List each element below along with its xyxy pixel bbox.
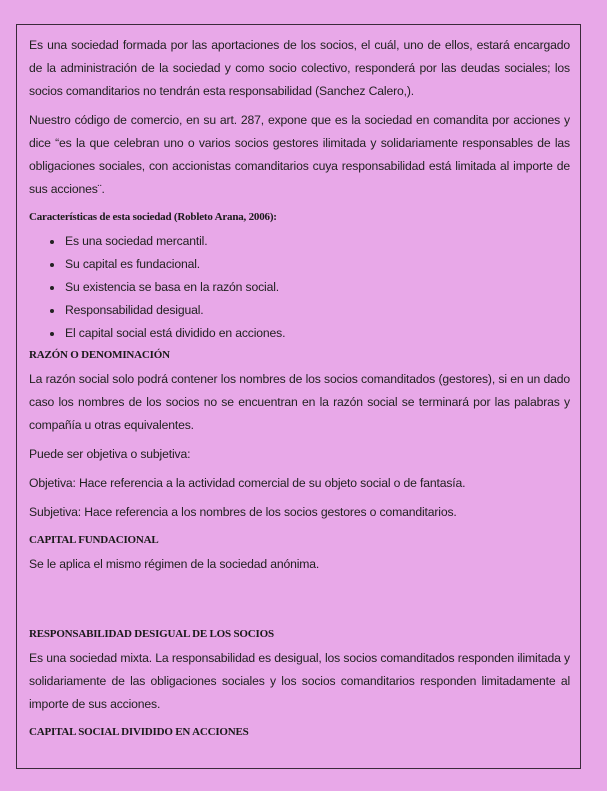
intro-paragraph-2: Nuestro código de comercio, en su art. 287, expone que es la sociedad en comandita por acciones y dice “es la que celebran uno o varios socios gestores ilimitada y solidariamente responsables de las obligaciones sociales, con accionistas comanditarios cuya responsabilidad está limitada al importe de sus acciones¨. xyxy=(29,113,570,196)
list-item-text: El capital social está dividido en acciones. xyxy=(65,326,286,340)
blank-space xyxy=(29,582,570,624)
capital-fundacional-paragraph: Se le aplica el mismo régimen de la sociedad anónima. xyxy=(29,557,320,571)
list-item-text: Responsabilidad desigual. xyxy=(65,303,204,317)
bullet-icon xyxy=(50,332,54,336)
bullet-icon xyxy=(50,263,54,267)
razon-paragraph: La razón social solo podrá contener los nombres de los socios comanditados (gestores), si en un dado caso los nombres de los socios no se encuentran en la razón social se terminará por las palabras y compañía u otras equivalentes. xyxy=(29,372,570,432)
bullet-icon xyxy=(50,309,54,313)
capital-social-heading: CAPITAL SOCIAL DIVIDIDO EN ACCIONES xyxy=(29,726,249,738)
list-item xyxy=(29,230,570,253)
capital-fundacional-heading: CAPITAL FUNDACIONAL xyxy=(29,534,159,546)
list-item xyxy=(29,299,570,322)
responsabilidad-paragraph: Es una sociedad mixta. La responsabilidad es desigual, los socios comanditados responden ilimitada y solidariamente de las obligaciones sociales y los socios comanditarios responden limitadamente al importe de sus acciones. xyxy=(29,651,570,711)
list-item xyxy=(29,276,570,299)
list-item xyxy=(29,253,570,276)
razon-objetiva: Objetiva: Hace referencia a la actividad comercial de su objeto social o de fantasía. xyxy=(29,476,466,490)
bullet-icon xyxy=(50,240,54,244)
razon-types-intro: Puede ser objetiva o subjetiva: xyxy=(29,447,191,461)
intro-paragraph-1: Es una sociedad formada por las aportaciones de los socios, el cuál, uno de ellos, estará encargado de la administración de la sociedad y como socio colectivo, responderá por las deudas sociales; los socios comanditarios no tendrán esta responsabilidad (Sanchez Calero,). xyxy=(29,38,570,98)
razon-heading: RAZÓN O DENOMINACIÓN xyxy=(29,349,170,361)
characteristics-list xyxy=(29,230,570,345)
list-item-text: Su existencia se basa en la razón social. xyxy=(65,280,280,294)
list-item xyxy=(29,322,570,345)
responsabilidad-heading: RESPONSABILIDAD DESIGUAL DE LOS SOCIOS xyxy=(29,628,274,640)
bullet-icon xyxy=(50,286,54,290)
document-content xyxy=(29,34,570,745)
list-item-text: Es una sociedad mercantil. xyxy=(65,234,208,248)
document-frame xyxy=(16,24,581,769)
characteristics-heading: Características de esta sociedad (Robleto Arana, 2006): xyxy=(29,211,277,223)
list-item-text: Su capital es fundacional. xyxy=(65,257,200,271)
razon-subjetiva: Subjetiva: Hace referencia a los nombres de los socios gestores o comanditarios. xyxy=(29,505,457,519)
